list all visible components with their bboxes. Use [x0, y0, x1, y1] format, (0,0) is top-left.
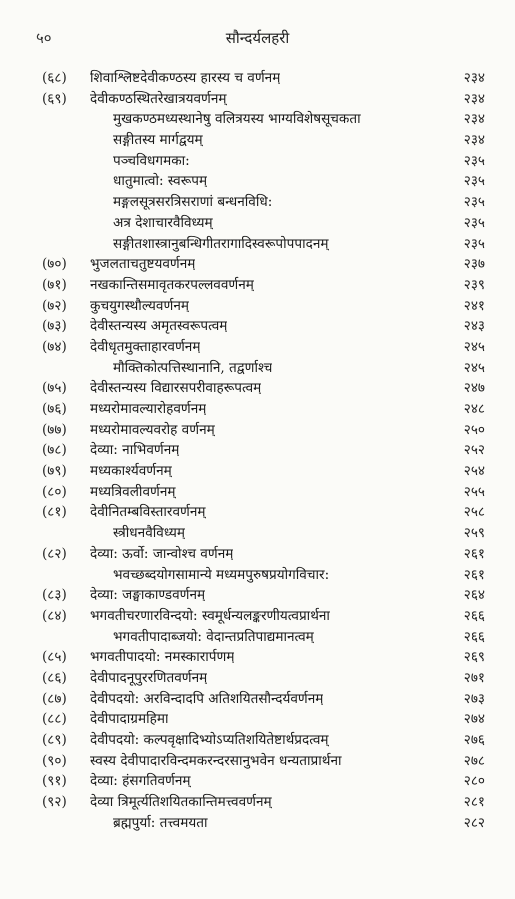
entry-subtitle: सङ्गीतशास्त्रानुबन्धिगीतरागादिस्वरूपोपपादनम्	[113, 235, 329, 252]
entry-title: देवीपादाग्रमहिमा	[90, 711, 169, 728]
entry-page-number: २४८	[463, 401, 485, 417]
toc-entry	[0, 647, 515, 668]
toc-entry	[0, 523, 515, 544]
entry-number: (८६)	[42, 669, 67, 686]
toc-entry	[0, 606, 515, 627]
toc-entry	[0, 213, 515, 234]
toc-entry	[0, 68, 515, 89]
entry-title: देव्या त्रिमूर्त्यतिशयितकान्तिमत्त्ववर्णनम्	[90, 794, 272, 811]
entry-number: (७५)	[42, 380, 67, 397]
entry-subtitle: भगवतीपादाब्जयो: वेदान्तप्रतिपाद्यमानत्वम्	[113, 628, 314, 645]
toc-entry	[0, 461, 515, 482]
toc-entry	[0, 192, 515, 213]
toc-entry	[0, 296, 515, 317]
entry-title: देव्या: नाभिवर्णनम्	[90, 442, 180, 459]
entry-page-number: २३७	[463, 256, 485, 273]
table-of-contents	[0, 68, 515, 833]
toc-entry	[0, 378, 515, 399]
entry-number: (७६)	[42, 401, 67, 417]
entry-page-number: २५५	[463, 483, 485, 500]
entry-page-number: २६६	[463, 628, 485, 645]
entry-subtitle: मुखकण्ठमध्यस्थानेषु वलित्रयस्य भाग्यविशेषसूचकता	[113, 111, 361, 128]
entry-page-number: २३९	[463, 276, 485, 293]
toc-entry	[0, 275, 515, 296]
entry-title: शिवाश्लिष्टदेवीकण्ठस्य हारस्य च वर्णनम्	[90, 70, 281, 86]
toc-entry	[0, 585, 515, 606]
entry-title: देवीकण्ठस्थितरेखात्रयवर्णनम्	[90, 90, 227, 107]
entry-page-number: २५०	[463, 421, 485, 438]
entry-number: (८८)	[42, 711, 67, 728]
entry-title: भुजलताचतुष्टयवर्णनम्	[90, 256, 196, 273]
toc-entry	[0, 337, 515, 358]
entry-page-number: २३५	[463, 235, 485, 252]
toc-entry	[0, 689, 515, 710]
entry-page-number: २३४	[463, 111, 485, 128]
entry-page-number: २४१	[463, 297, 485, 314]
toc-entry	[0, 151, 515, 172]
toc-entry	[0, 254, 515, 275]
entry-subtitle: पञ्चविधगमका:	[113, 152, 190, 169]
entry-number: (७४)	[42, 338, 67, 355]
entry-page-number: २५९	[463, 525, 485, 542]
entry-number: (७२)	[42, 297, 67, 314]
entry-title: देवीस्तन्यस्य अमृतस्वरूपत्वम्	[90, 318, 228, 335]
entry-page-number: २५२	[463, 442, 485, 459]
running-title: सौन्दर्यलहरी	[225, 29, 290, 47]
entry-page-number: २६४	[463, 587, 485, 604]
entry-page-number: २३५	[463, 194, 485, 211]
toc-entry	[0, 730, 515, 751]
entry-page-number: २७६	[463, 732, 485, 748]
entry-title: देव्या: जङ्घाकाण्डवर्णनम्	[90, 587, 206, 604]
entry-number: (९०)	[42, 752, 67, 769]
toc-entry	[0, 440, 515, 461]
entry-page-number: २६१	[463, 545, 485, 562]
toc-entry	[0, 751, 515, 772]
entry-page-number: २५८	[463, 504, 485, 521]
toc-entry	[0, 399, 515, 420]
entry-number: (७८)	[42, 442, 67, 459]
entry-number: (८४)	[42, 607, 67, 624]
page-number: ५०	[36, 29, 52, 47]
toc-entry	[0, 89, 515, 110]
entry-page-number: २७३	[463, 690, 485, 707]
entry-number: (७७)	[42, 421, 67, 438]
page-header	[0, 28, 515, 50]
toc-entry	[0, 420, 515, 441]
entry-page-number: २७१	[463, 669, 485, 686]
entry-title: देव्या: ऊर्वो: जान्वोश्च वर्णनम्	[90, 545, 234, 562]
entry-number: (८७)	[42, 690, 67, 707]
entry-subtitle: ब्रह्मपुर्या: तत्त्वमयता	[113, 814, 208, 831]
entry-subtitle: सङ्गीतस्य मार्गद्वयम्	[113, 132, 203, 149]
entry-page-number: २३५	[463, 152, 485, 169]
entry-number: (७०)	[42, 256, 67, 273]
toc-entry	[0, 109, 515, 130]
entry-title: स्वस्य देवीपादारविन्दमकरन्दरसानुभवेन धन्यताप्रार्थना	[90, 752, 342, 769]
toc-entry	[0, 668, 515, 689]
entry-title: मध्यकार्श्यवर्णनम्	[90, 463, 172, 480]
entry-subtitle: स्त्रीधनवैविध्यम्	[113, 525, 185, 542]
entry-title: मध्यरोमावल्यारोहवर्णनम्	[90, 401, 207, 417]
entry-subtitle: भवच्छब्दयोगसामान्ये मध्यमपुरुषप्रयोगविचार:	[113, 566, 330, 583]
entry-number: (८३)	[42, 587, 67, 604]
entry-title: भगवतीपादयो: नमस्कारार्पणम्	[90, 649, 235, 666]
toc-entry	[0, 482, 515, 503]
entry-page-number: २८०	[463, 773, 485, 790]
toc-entry	[0, 813, 515, 834]
entry-title: देवीपदयो: अरविन्दादपि अतिशयितसौन्दर्यवर्णनम्	[90, 690, 324, 707]
entry-page-number: २३५	[463, 214, 485, 231]
toc-entry	[0, 544, 515, 565]
entry-number: (७३)	[42, 318, 67, 335]
entry-number: (९२)	[42, 794, 67, 811]
toc-entry	[0, 502, 515, 523]
entry-page-number: २६९	[463, 649, 485, 666]
entry-number: (८९)	[42, 732, 67, 748]
entry-title: देव्या: हंसगतिवर्णनम्	[90, 773, 191, 790]
entry-subtitle: मौक्तिकोत्पत्तिस्थानानि, तद्वर्णाश्च	[113, 359, 273, 376]
toc-entry	[0, 709, 515, 730]
entry-page-number: २४५	[463, 359, 485, 376]
entry-number: (८०)	[42, 483, 67, 500]
entry-number: (८१)	[42, 504, 67, 521]
entry-title: नखकान्तिसमावृतकरपल्लववर्णनम्	[90, 276, 254, 293]
entry-number: (७१)	[42, 276, 67, 293]
toc-entry	[0, 627, 515, 648]
entry-title: देवीनितम्बविस्तारवर्णनम्	[90, 504, 206, 521]
toc-entry	[0, 130, 515, 151]
entry-title: देवीपदयो: कल्पवृक्षादिभ्योऽप्यतिशयितेष्टार्थप्रदत्वम्	[90, 732, 329, 748]
toc-entry	[0, 771, 515, 792]
entry-page-number: २३४	[463, 132, 485, 149]
entry-number: (७९)	[42, 463, 67, 480]
entry-page-number: २४३	[463, 318, 485, 335]
entry-number: (८२)	[42, 545, 67, 562]
toc-entry	[0, 792, 515, 813]
entry-title: देवीपादनूपुररणितवर्णनम्	[90, 669, 208, 686]
entry-number: (६८)	[42, 70, 67, 86]
entry-page-number: २३५	[463, 173, 485, 190]
entry-page-number: २४७	[463, 380, 485, 397]
toc-entry	[0, 171, 515, 192]
entry-number: (६९)	[42, 90, 67, 107]
entry-subtitle: मङ्गलसूत्रसरत्रिसराणां बन्धनविधि:	[113, 194, 273, 211]
entry-number: (९१)	[42, 773, 67, 790]
entry-title: देवीस्तन्यस्य विद्यारसपरीवाहरूपत्वम्	[90, 380, 262, 397]
entry-page-number: २७४	[463, 711, 485, 728]
toc-entry	[0, 234, 515, 255]
entry-page-number: २४५	[463, 338, 485, 355]
entry-title: मध्यत्रिवलीवर्णनम्	[90, 483, 176, 500]
entry-subtitle: अत्र देशाचारवैविध्यम्	[113, 214, 213, 231]
entry-page-number: २६१	[463, 566, 485, 583]
entry-number: (८५)	[42, 649, 67, 666]
entry-subtitle: धातुमात्वो: स्वरूपम्	[113, 173, 208, 190]
entry-title: देवीधृतमुक्ताहारवर्णनम्	[90, 338, 201, 355]
toc-entry	[0, 358, 515, 379]
toc-entry	[0, 565, 515, 586]
entry-page-number: २७८	[463, 752, 485, 769]
entry-page-number: २८१	[463, 794, 485, 811]
entry-page-number: २३४	[463, 70, 485, 86]
entry-page-number: २३४	[463, 90, 485, 107]
entry-title: कुचयुगस्थौल्यवर्णनम्	[90, 297, 189, 314]
entry-page-number: २६६	[463, 607, 485, 624]
entry-page-number: २५४	[463, 463, 485, 480]
entry-page-number: २८२	[463, 814, 485, 831]
entry-title: मध्यरोमावल्यवरोह वर्णनम्	[90, 421, 215, 438]
toc-entry	[0, 316, 515, 337]
entry-title: भगवतीचरणारविन्दयो: स्वमूर्धन्यलङ्करणीयत्वप्रार्थना	[90, 607, 330, 624]
